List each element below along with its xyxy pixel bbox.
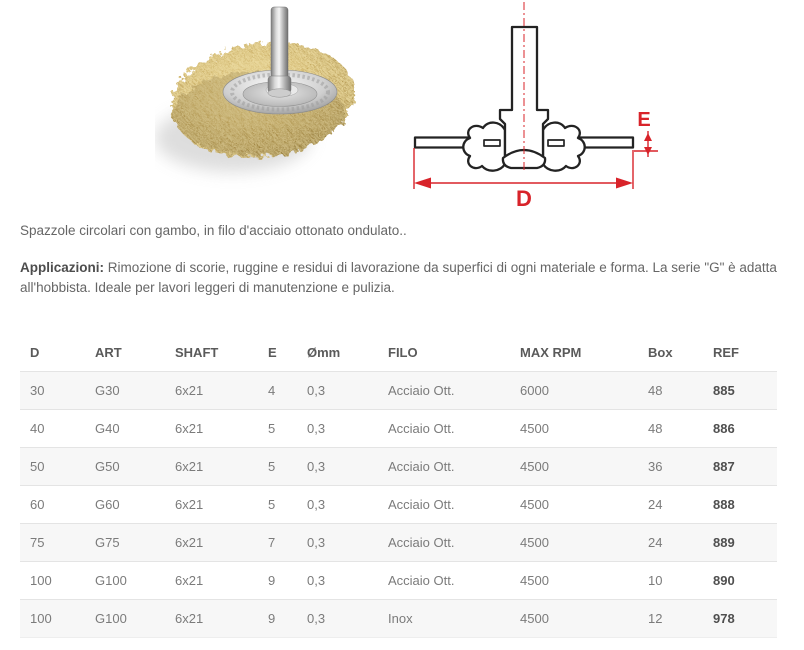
product-description	[20, 221, 784, 241]
table-cell: 6x21	[165, 562, 258, 600]
table-cell: 0,3	[297, 410, 378, 448]
table-cell: 887	[703, 448, 777, 486]
product-photo	[155, 0, 370, 215]
table-cell: Acciaio Ott.	[378, 524, 510, 562]
table-cell: 50	[20, 448, 85, 486]
col-header-ref: REF	[713, 344, 739, 360]
table-cell: G60	[85, 486, 165, 524]
table-cell: 889	[703, 524, 777, 562]
table-cell: 6x21	[165, 486, 258, 524]
table-cell: 6x21	[165, 600, 258, 638]
table-cell: 6000	[510, 372, 638, 410]
table-row	[20, 486, 777, 524]
table-cell: 0,3	[297, 600, 378, 638]
table-cell: 5	[258, 448, 297, 486]
col-header-shaft: SHAFT	[175, 344, 219, 360]
table-cell: Acciaio Ott.	[378, 448, 510, 486]
table-cell: 4500	[510, 600, 638, 638]
table-cell: 888	[703, 486, 777, 524]
table-cell: 4500	[510, 448, 638, 486]
key-rect-right	[548, 140, 564, 146]
col-header-omm: Ømm	[307, 344, 341, 360]
table-cell: 12	[638, 600, 703, 638]
table-cell: 9	[258, 562, 297, 600]
table-cell: 5	[258, 410, 297, 448]
table-cell: 4500	[510, 410, 638, 448]
table-cell: 40	[20, 410, 85, 448]
product-description-text: Spazzole circolari con gambo, in filo d'acciaio ottonato ondulato..	[20, 223, 407, 238]
table-cell: Acciaio Ott.	[378, 372, 510, 410]
table-cell: 48	[638, 372, 703, 410]
spec-table-body	[20, 372, 777, 638]
table-cell: G75	[85, 524, 165, 562]
table-cell: 0,3	[297, 524, 378, 562]
applications-text: Rimozione di scorie, ruggine e residui di lavorazione da superfici di ogni materiale e forma. La serie "G" è adatta all'hobbista. Ideale per lavori leggeri di manutenzione e pulizia.	[20, 260, 777, 295]
spec-table-header-row	[20, 333, 777, 372]
table-cell: G30	[85, 372, 165, 410]
table-row	[20, 410, 777, 448]
table-row	[20, 448, 777, 486]
table-row	[20, 562, 777, 600]
table-cell: 886	[703, 410, 777, 448]
applications-paragraph	[20, 258, 784, 298]
table-cell: 10	[638, 562, 703, 600]
thickness-label: E	[637, 109, 651, 131]
col-header-art: ART	[95, 344, 122, 360]
table-cell: 5	[258, 486, 297, 524]
table-cell: 885	[703, 372, 777, 410]
col-header-filo: FILO	[388, 344, 418, 360]
table-cell: 48	[638, 410, 703, 448]
dimension-drawing	[400, 0, 670, 215]
table-cell: Acciaio Ott.	[378, 486, 510, 524]
table-cell: 6x21	[165, 372, 258, 410]
table-row	[20, 524, 777, 562]
table-cell: 0,3	[297, 448, 378, 486]
table-cell: 4	[258, 372, 297, 410]
table-cell: 24	[638, 486, 703, 524]
table-row	[20, 372, 777, 410]
brush-photo-graphic	[155, 0, 370, 215]
table-cell: 4500	[510, 562, 638, 600]
shank	[268, 7, 291, 97]
table-cell: 4500	[510, 486, 638, 524]
table-cell: 0,3	[297, 486, 378, 524]
table-cell: 100	[20, 600, 85, 638]
table-cell: 30	[20, 372, 85, 410]
col-header-max-rpm: MAX RPM	[520, 344, 582, 360]
table-cell: 100	[20, 562, 85, 600]
key-rect-left	[484, 140, 500, 146]
diameter-label: D	[516, 186, 532, 211]
table-cell: G100	[85, 600, 165, 638]
table-cell: G40	[85, 410, 165, 448]
technical-diagram	[400, 0, 670, 215]
table-cell: 0,3	[297, 562, 378, 600]
table-cell: G100	[85, 562, 165, 600]
table-cell: 24	[638, 524, 703, 562]
table-cell: 6x21	[165, 410, 258, 448]
table-cell: 4500	[510, 524, 638, 562]
table-cell: 36	[638, 448, 703, 486]
table-cell: 7	[258, 524, 297, 562]
table-cell: 60	[20, 486, 85, 524]
spec-table	[20, 333, 777, 638]
table-cell: 6x21	[165, 524, 258, 562]
table-cell: 0,3	[297, 372, 378, 410]
table-cell: 6x21	[165, 448, 258, 486]
table-cell: Inox	[378, 600, 510, 638]
col-header-e: E	[268, 344, 277, 360]
table-cell: 978	[703, 600, 777, 638]
table-cell: 890	[703, 562, 777, 600]
table-cell: 9	[258, 600, 297, 638]
table-cell: Acciaio Ott.	[378, 562, 510, 600]
col-header-box: Box	[648, 344, 673, 360]
shaft-and-hub	[500, 27, 548, 165]
table-cell: 75	[20, 524, 85, 562]
table-row	[20, 600, 777, 638]
applications-label: Applicazioni:	[20, 260, 104, 275]
col-header-d: D	[30, 344, 40, 360]
table-cell: G50	[85, 448, 165, 486]
table-cell: Acciaio Ott.	[378, 410, 510, 448]
